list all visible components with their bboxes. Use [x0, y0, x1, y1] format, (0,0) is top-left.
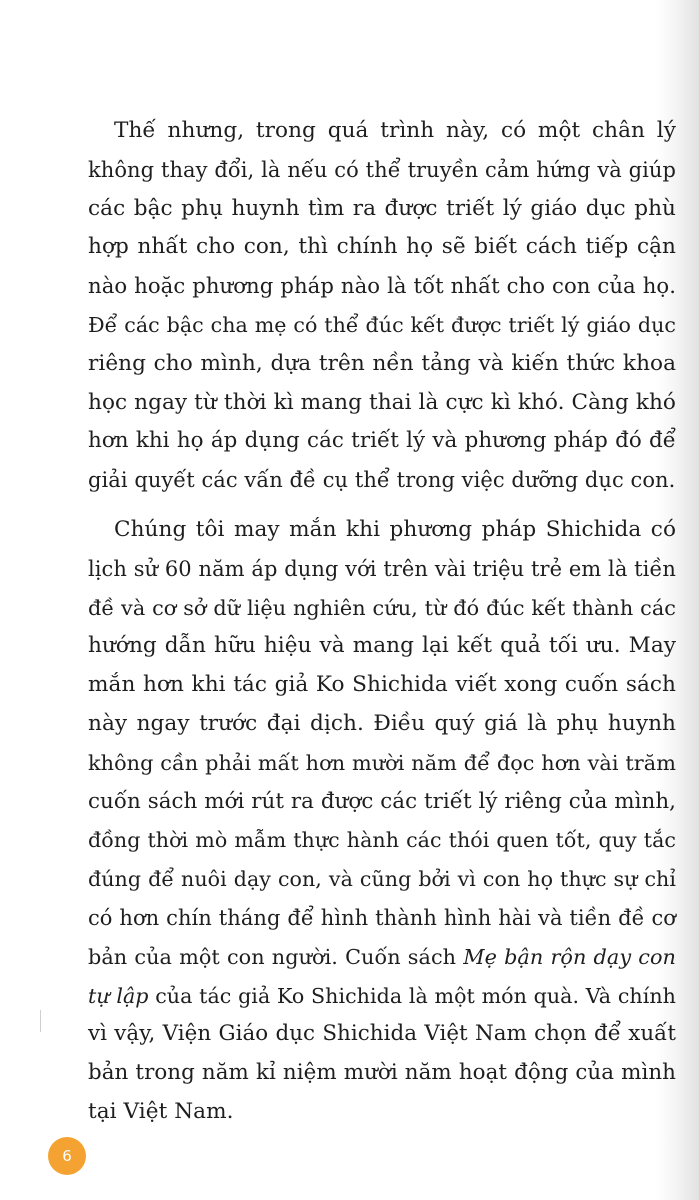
text-line: giải quyết các vấn đề cụ thể trong việc dưỡng dục con. — [88, 468, 676, 493]
margin-mark — [40, 1010, 41, 1032]
text-line: các bậc phụ huynh tìm ra được triết lý giáo dục phù — [88, 195, 676, 221]
text-line: này ngay trước đại dịch. Điều quý giá là phụ huynh — [88, 710, 676, 736]
text-line: tại Việt Nam. — [88, 1098, 234, 1124]
text-line: lịch sử 60 năm áp dụng với trên vài triệu trẻ em là tiền — [88, 556, 676, 581]
text-line: hợp nhất cho con, thì chính họ sẽ biết cách tiếp cận — [88, 234, 676, 260]
text-line: đề và cơ sở dữ liệu nghiên cứu, từ đó đúc kết thành các — [88, 595, 676, 620]
text-line: đúng để nuôi dạy con, và cũng bởi vì con họ thực sự chỉ — [88, 867, 676, 892]
text-line: đồng thời mò mẫm thực hành các thói quen tốt, quy tắc — [88, 828, 676, 853]
text-line: có hơn chín tháng để hình thành hình hài và tiền đề cơ — [88, 905, 676, 930]
text-line: nào hoặc phương pháp nào là tốt nhất cho con của họ. — [88, 273, 676, 299]
text-line: Chúng tôi may mắn khi phương pháp Shichida có — [114, 516, 676, 542]
text-segment: của tác giả Ko Shichida là một món quà. Và chính — [148, 983, 676, 1008]
text-line: mắn hơn khi tác giả Ko Shichida viết xong cuốn sách — [88, 672, 676, 698]
text-line: cuốn sách mới rút ra được các triết lý riêng của mình, — [88, 788, 676, 814]
text-line: Thế nhưng, trong quá trình này, có một chân lý — [114, 118, 676, 143]
paragraph-1 — [88, 112, 676, 500]
text-line — [88, 977, 676, 1016]
text-line — [88, 938, 676, 977]
book-title-continued: tự lập — [88, 983, 149, 1008]
text-line: riêng cho mình, dựa trên nền tảng và kiến thức khoa — [88, 350, 676, 376]
text-line: bản trong năm kỉ niệm mười năm hoạt động của mình — [88, 1060, 676, 1086]
text-line: không cần phải mất hơn mười năm để đọc hơn vài trăm — [88, 750, 676, 775]
text-line: Để các bậc cha mẹ có thể đúc kết được triết lý giáo dục — [88, 312, 676, 337]
text-line: học ngay từ thời kì mang thai là cực kì khó. Càng khó — [88, 389, 676, 415]
text-line: không thay đổi, là nếu có thể truyền cảm hứng và giúp — [88, 157, 676, 182]
text-line: hơn khi họ áp dụng các triết lý và phương pháp đó để — [88, 428, 676, 454]
text-line: vì vậy, Viện Giáo dục Shichida Việt Nam chọn để xuất — [88, 1021, 676, 1047]
text-line: hướng dẫn hữu hiệu và mang lại kết quả tối ưu. May — [88, 633, 676, 659]
paragraph-2 — [88, 511, 676, 1132]
book-title: Mẹ bận rộn dạy con — [463, 944, 676, 969]
body-text — [88, 112, 676, 1132]
page-number-badge: 6 — [48, 1137, 86, 1175]
text-segment: bản của một con người. Cuốn sách — [88, 944, 464, 969]
